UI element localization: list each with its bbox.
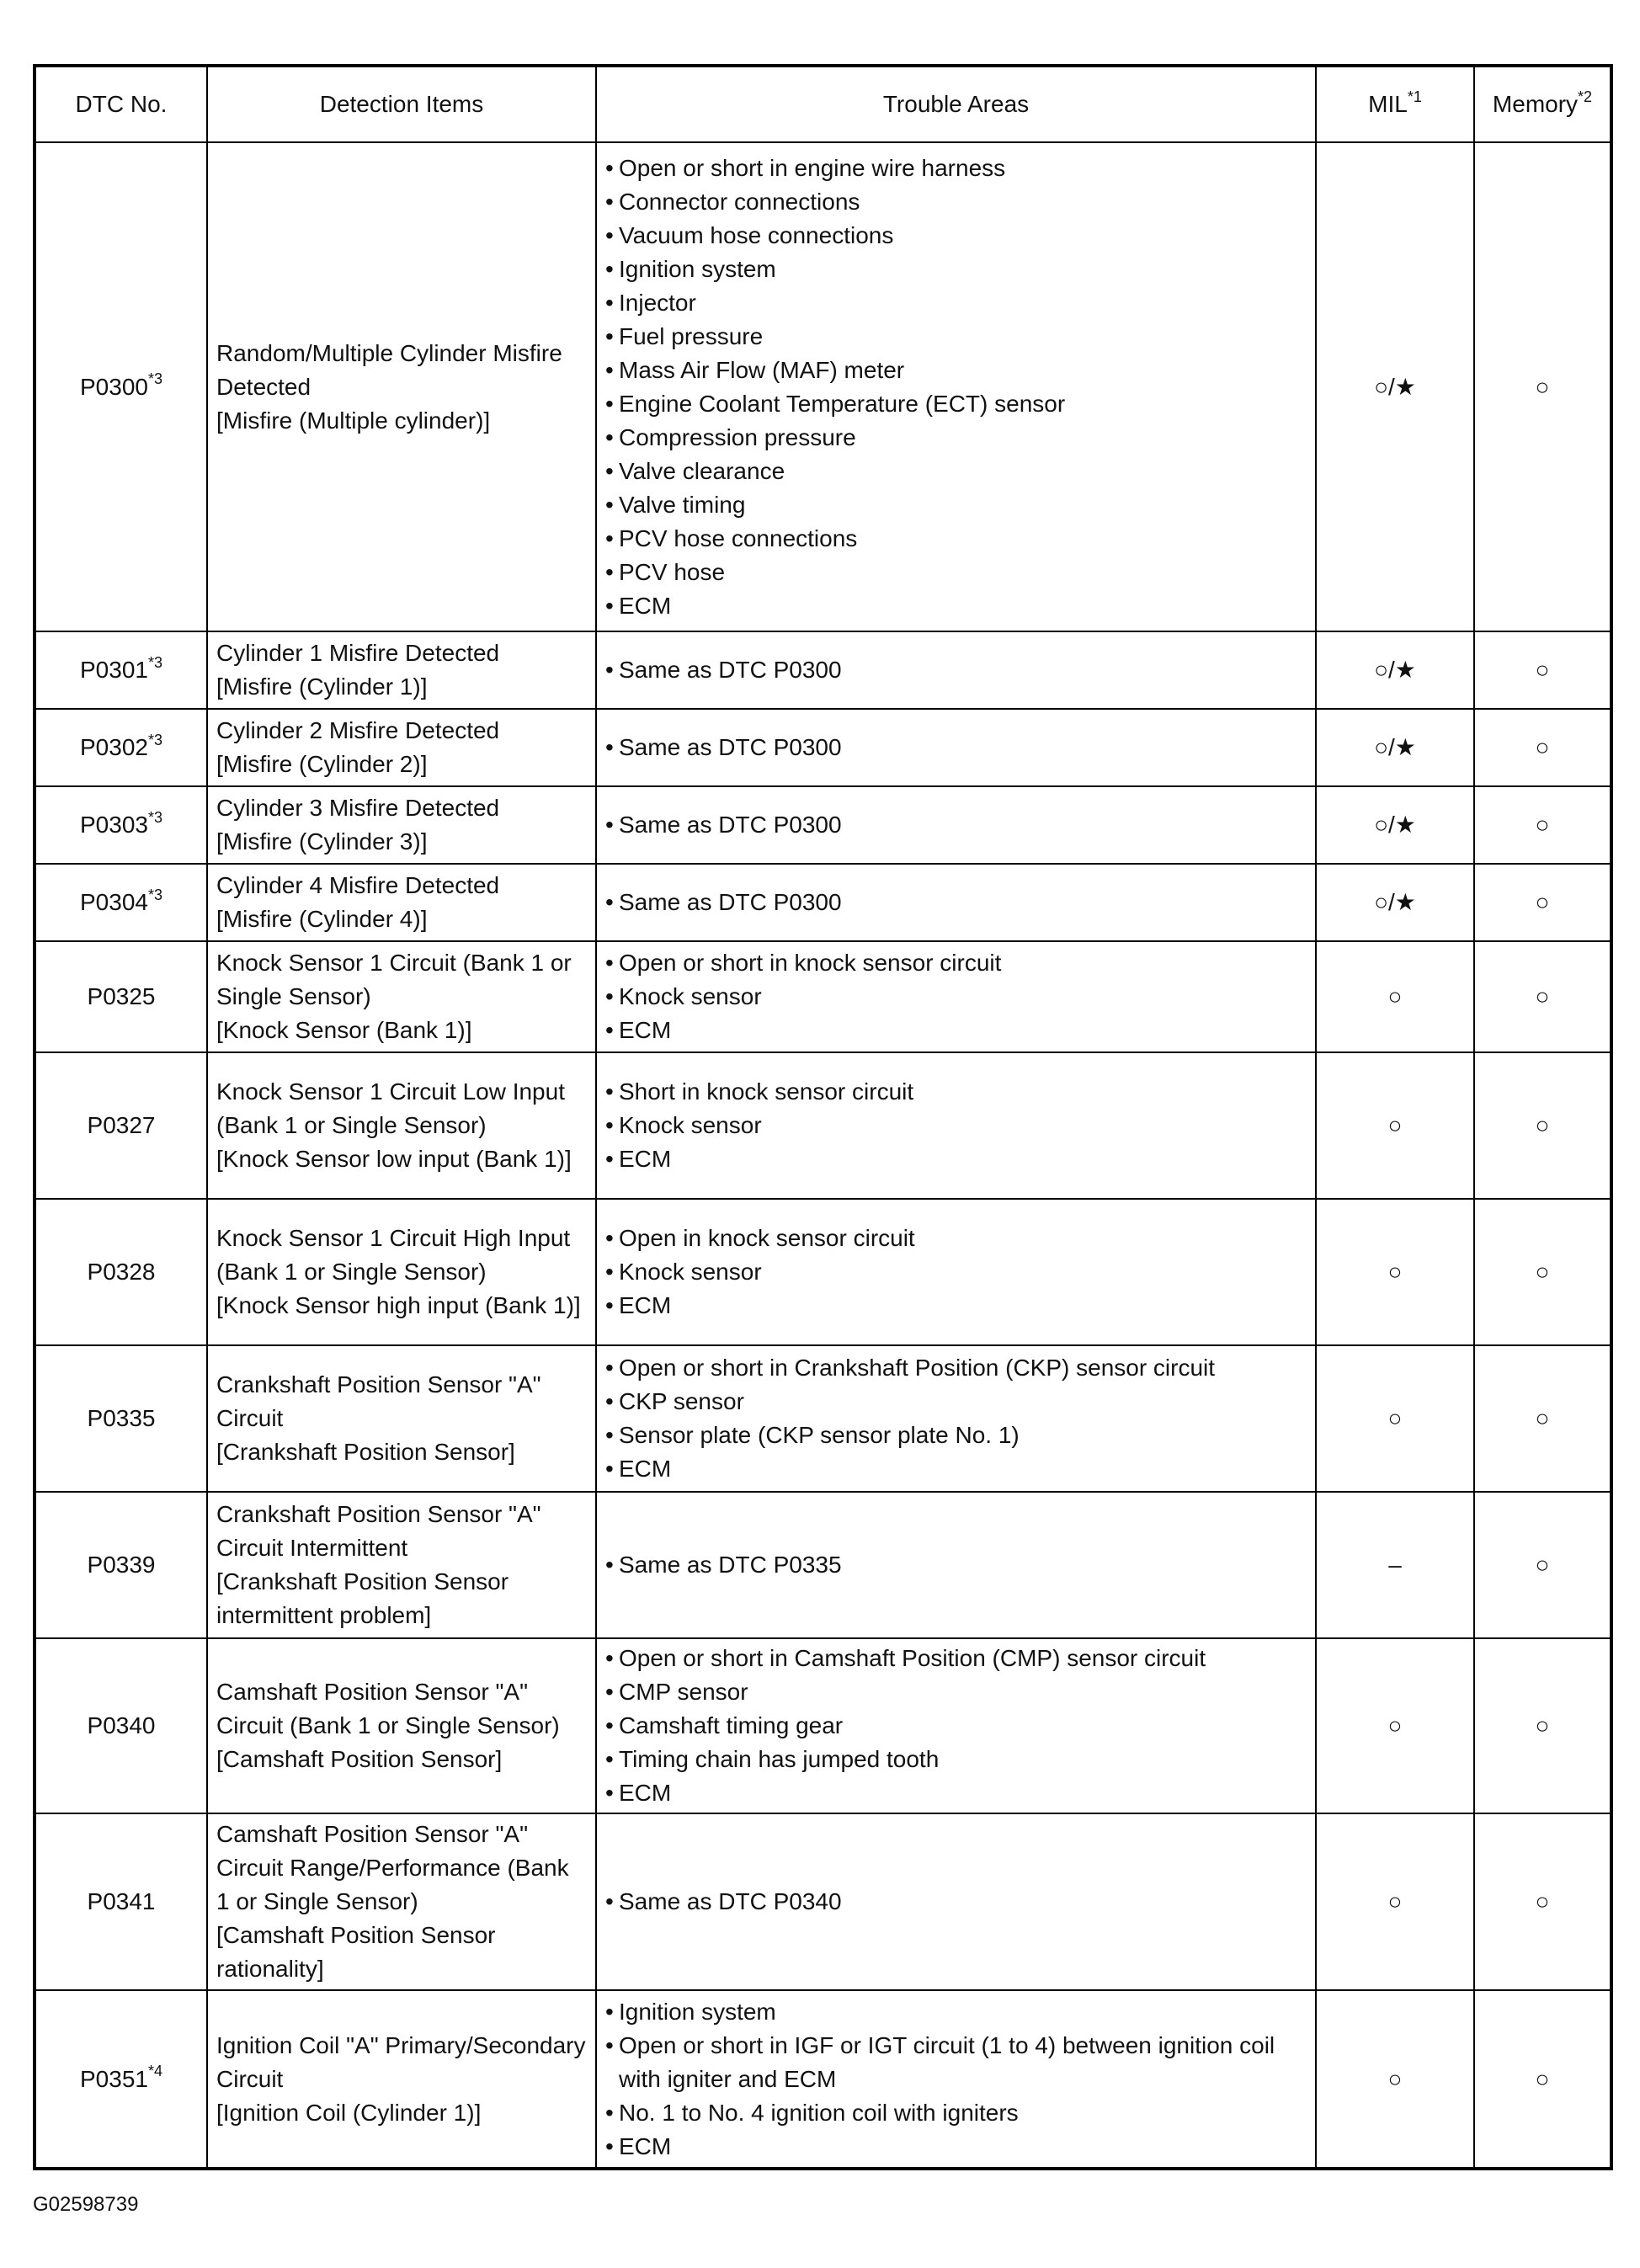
trouble-areas-list [605, 653, 1307, 687]
trouble-area-item: • ECM [605, 2130, 1307, 2164]
trouble-area-item: • ECM [605, 1142, 1307, 1176]
mil-status: ○/★ [1374, 373, 1416, 400]
detection-item-cell [207, 1199, 596, 1345]
dtc-code-cell [35, 142, 207, 631]
trouble-area-item: • Valve clearance [605, 455, 1307, 488]
dtc-code: P0302 [80, 734, 148, 760]
trouble-areas-cell [596, 1813, 1316, 1990]
figure-id: G02598739 [33, 2193, 139, 2216]
table-row [35, 1199, 1611, 1345]
dtc-code: P0335 [87, 1405, 156, 1431]
dtc-code-cell [35, 864, 207, 941]
dtc-code: P0325 [87, 983, 156, 1009]
trouble-areas-list [605, 1351, 1307, 1486]
trouble-areas-cell [596, 631, 1316, 709]
dtc-code-cell [35, 1990, 207, 2169]
trouble-area-item: • Open or short in Crankshaft Position (CKP) sensor circuit [605, 1351, 1307, 1385]
memory-cell [1474, 1638, 1611, 1813]
detection-item-cell [207, 864, 596, 941]
memory-status: ○ [1535, 889, 1550, 915]
memory-status: ○ [1535, 1552, 1550, 1578]
trouble-areas-cell [596, 1990, 1316, 2169]
mil-status: ○/★ [1374, 889, 1416, 915]
mil-cell [1316, 1345, 1474, 1492]
memory-status: ○ [1535, 1259, 1550, 1285]
detection-item-text: Cylinder 1 Misfire Detected [Misfire (Cylinder 1)] [216, 640, 500, 700]
table-row [35, 864, 1611, 941]
dtc-code-cell [35, 1638, 207, 1813]
memory-footnote-marker: *2 [1578, 88, 1593, 105]
memory-cell [1474, 786, 1611, 864]
header-memory: Memory$^{*2}$ [1474, 66, 1611, 142]
trouble-areas-list [605, 946, 1307, 1047]
mil-status: ○ [1387, 1712, 1403, 1738]
trouble-areas-cell [596, 1638, 1316, 1813]
mil-status: ○ [1387, 983, 1403, 1009]
trouble-area-item: • Ignition system [605, 1995, 1307, 2029]
detection-item-text: Knock Sensor 1 Circuit Low Input (Bank 1 or Single Sensor) [Knock Sensor low input (Bank 1)] [216, 1078, 572, 1172]
memory-cell [1474, 1813, 1611, 1990]
header-mil: MIL$^{*1}$ [1316, 66, 1474, 142]
mil-status: ○ [1387, 1112, 1403, 1138]
mil-status: ○/★ [1374, 734, 1416, 760]
trouble-areas-list [605, 1548, 1307, 1582]
memory-status: ○ [1535, 2065, 1550, 2092]
mil-cell [1316, 864, 1474, 941]
trouble-area-item: • Knock sensor [605, 1255, 1307, 1289]
trouble-area-item: • Vacuum hose connections [605, 219, 1307, 253]
table-row [35, 941, 1611, 1052]
memory-status: ○ [1535, 1712, 1550, 1738]
trouble-areas-list [605, 1885, 1307, 1919]
table-row [35, 1345, 1611, 1492]
table-row [35, 631, 1611, 709]
memory-cell [1474, 864, 1611, 941]
detection-item-text: Cylinder 2 Misfire Detected [Misfire (Cylinder 2)] [216, 717, 500, 777]
detection-item-cell [207, 709, 596, 786]
memory-cell [1474, 142, 1611, 631]
detection-item-text: Camshaft Position Sensor "A" Circuit Range/Performance (Bank 1 or Single Sensor) [Camshaft Position Sensor rationality] [216, 1821, 569, 1982]
mil-status: – [1388, 1552, 1402, 1578]
dtc-code-cell [35, 786, 207, 864]
dtc-code: P0341 [87, 1888, 156, 1914]
detection-item-cell [207, 142, 596, 631]
mil-cell [1316, 1492, 1474, 1638]
trouble-area-item: • Compression pressure [605, 421, 1307, 455]
table-row [35, 1813, 1611, 1990]
memory-cell [1474, 1345, 1611, 1492]
detection-item-text: Cylinder 4 Misfire Detected [Misfire (Cylinder 4)] [216, 872, 500, 932]
detection-item-cell [207, 1492, 596, 1638]
dtc-code: P0328 [87, 1259, 156, 1285]
table-row [35, 1492, 1611, 1638]
trouble-area-item: • Knock sensor [605, 980, 1307, 1014]
trouble-area-item: • Valve timing [605, 488, 1307, 522]
dtc-code-cell [35, 941, 207, 1052]
table-body [35, 142, 1611, 2169]
dtc-code: P0300 [80, 373, 148, 400]
table-row [35, 142, 1611, 631]
memory-cell [1474, 941, 1611, 1052]
mil-cell [1316, 1990, 1474, 2169]
trouble-areas-cell [596, 941, 1316, 1052]
detection-item-cell [207, 786, 596, 864]
mil-status: ○ [1387, 2065, 1403, 2092]
detection-item-cell [207, 941, 596, 1052]
memory-cell [1474, 1199, 1611, 1345]
trouble-areas-cell [596, 1492, 1316, 1638]
trouble-areas-cell [596, 864, 1316, 941]
memory-cell [1474, 631, 1611, 709]
mil-footnote-marker: *1 [1407, 88, 1422, 105]
mil-status: ○ [1387, 1405, 1403, 1431]
header-row [35, 66, 1611, 142]
dtc-code: P0303 [80, 812, 148, 838]
header-detection-items: Detection Items [207, 66, 596, 142]
trouble-area-item: • Open or short in Camshaft Position (CMP) sensor circuit [605, 1642, 1307, 1675]
trouble-area-item: • ECM [605, 589, 1307, 623]
trouble-areas-list [605, 808, 1307, 842]
dtc-footnote-marker: *4 [147, 2063, 162, 2080]
trouble-area-item: • CKP sensor [605, 1385, 1307, 1419]
trouble-area-item: • CMP sensor [605, 1675, 1307, 1709]
trouble-area-item: • Ignition system [605, 253, 1307, 286]
mil-status: ○ [1387, 1888, 1403, 1914]
memory-status: ○ [1535, 657, 1550, 683]
table-row [35, 1052, 1611, 1199]
trouble-area-item: • Knock sensor [605, 1109, 1307, 1142]
memory-status: ○ [1535, 812, 1550, 838]
table-row [35, 709, 1611, 786]
detection-item-cell [207, 631, 596, 709]
mil-cell [1316, 1199, 1474, 1345]
detection-item-text: Random/Multiple Cylinder Misfire Detected [Misfire (Multiple cylinder)] [216, 339, 562, 434]
mil-cell [1316, 786, 1474, 864]
dtc-code-cell [35, 1813, 207, 1990]
trouble-area-item: • No. 1 to No. 4 ignition coil with igniters [605, 2096, 1307, 2130]
mil-cell [1316, 1638, 1474, 1813]
header-dtc-no: DTC No. [35, 66, 207, 142]
memory-cell [1474, 1052, 1611, 1199]
dtc-code-cell [35, 1492, 207, 1638]
trouble-areas-cell [596, 1199, 1316, 1345]
table-header [35, 66, 1611, 142]
memory-status: ○ [1535, 1888, 1550, 1914]
trouble-areas-list [605, 1222, 1307, 1323]
mil-status: ○/★ [1374, 657, 1416, 683]
table-row [35, 786, 1611, 864]
dtc-footnote-marker: *3 [147, 731, 162, 748]
memory-status: ○ [1535, 1112, 1550, 1138]
detection-item-text: Camshaft Position Sensor "A" Circuit (Bank 1 or Single Sensor) [Camshaft Position Sensor] [216, 1679, 560, 1772]
detection-item-text: Knock Sensor 1 Circuit (Bank 1 or Single Sensor) [Knock Sensor (Bank 1)] [216, 950, 572, 1043]
trouble-area-item: • Engine Coolant Temperature (ECT) sensor [605, 387, 1307, 421]
detection-item-text: Crankshaft Position Sensor "A" Circuit Intermittent [Crankshaft Position Sensor intermittent problem] [216, 1501, 541, 1628]
trouble-area-item: • Timing chain has jumped tooth [605, 1743, 1307, 1776]
trouble-areas-list [605, 731, 1307, 764]
mil-cell [1316, 1813, 1474, 1990]
dtc-code-cell [35, 1345, 207, 1492]
dtc-code: P0304 [80, 889, 148, 915]
detection-item-cell [207, 1345, 596, 1492]
dtc-code: P0351 [80, 2065, 148, 2092]
detection-item-cell [207, 1052, 596, 1199]
trouble-area-item: • Same as DTC P0340 [605, 1885, 1307, 1919]
mil-cell [1316, 941, 1474, 1052]
mil-status: ○ [1387, 1259, 1403, 1285]
dtc-code-cell [35, 1199, 207, 1345]
memory-cell [1474, 1990, 1611, 2169]
detection-item-cell [207, 1638, 596, 1813]
dtc-code-cell [35, 1052, 207, 1199]
trouble-area-item: • Same as DTC P0300 [605, 653, 1307, 687]
header-trouble-areas: Trouble Areas [596, 66, 1316, 142]
detection-item-text: Ignition Coil "A" Primary/Secondary Circuit [Ignition Coil (Cylinder 1)] [216, 2031, 586, 2126]
trouble-areas-cell [596, 1345, 1316, 1492]
dtc-footnote-marker: *3 [147, 370, 162, 388]
trouble-area-item: • Same as DTC P0300 [605, 731, 1307, 764]
trouble-areas-list [605, 886, 1307, 919]
trouble-area-item: • ECM [605, 1776, 1307, 1810]
table-row [35, 1638, 1611, 1813]
detection-item-text: Cylinder 3 Misfire Detected [Misfire (Cylinder 3)] [216, 795, 500, 854]
trouble-area-item: • Same as DTC P0335 [605, 1548, 1307, 1582]
table-row [35, 1990, 1611, 2169]
dtc-code: P0340 [87, 1712, 156, 1738]
dtc-code-cell [35, 631, 207, 709]
dtc-code: P0339 [87, 1552, 156, 1578]
detection-item-text: Crankshaft Position Sensor "A" Circuit [Crankshaft Position Sensor] [216, 1371, 541, 1465]
dtc-footnote-marker: *3 [147, 808, 162, 826]
mil-cell [1316, 709, 1474, 786]
mil-cell [1316, 142, 1474, 631]
trouble-area-item: • PCV hose [605, 556, 1307, 589]
trouble-area-item: • Short in knock sensor circuit [605, 1075, 1307, 1109]
dtc-code: P0327 [87, 1112, 156, 1138]
mil-cell [1316, 1052, 1474, 1199]
trouble-areas-list [605, 1642, 1307, 1810]
detection-item-cell [207, 1990, 596, 2169]
memory-status: ○ [1535, 734, 1550, 760]
trouble-areas-list [605, 152, 1307, 623]
trouble-area-item: • Same as DTC P0300 [605, 808, 1307, 842]
memory-status: ○ [1535, 373, 1550, 400]
detection-item-cell [207, 1813, 596, 1990]
trouble-area-item: • ECM [605, 1289, 1307, 1323]
mil-cell [1316, 631, 1474, 709]
trouble-area-item: • Same as DTC P0300 [605, 886, 1307, 919]
trouble-area-item: • Injector [605, 286, 1307, 320]
trouble-areas-list [605, 1075, 1307, 1176]
dtc-footnote-marker: *3 [147, 886, 162, 903]
dtc-code-cell [35, 709, 207, 786]
trouble-area-item: • Open or short in knock sensor circuit [605, 946, 1307, 980]
trouble-area-item: • Open in knock sensor circuit [605, 1222, 1307, 1255]
trouble-areas-cell [596, 709, 1316, 786]
trouble-area-item: • Camshaft timing gear [605, 1709, 1307, 1743]
mil-status: ○/★ [1374, 812, 1416, 838]
trouble-areas-cell [596, 1052, 1316, 1199]
memory-status: ○ [1535, 983, 1550, 1009]
detection-item-text: Knock Sensor 1 Circuit High Input (Bank 1 or Single Sensor) [Knock Sensor high input (Bank 1)] [216, 1225, 581, 1318]
trouble-area-item: • ECM [605, 1014, 1307, 1047]
memory-cell [1474, 1492, 1611, 1638]
trouble-area-item: • Connector connections [605, 185, 1307, 219]
trouble-area-item: • Mass Air Flow (MAF) meter [605, 354, 1307, 387]
memory-status: ○ [1535, 1405, 1550, 1431]
trouble-areas-cell [596, 786, 1316, 864]
trouble-area-item: • Open or short in IGF or IGT circuit (1 to 4) between ignition coil with igniter and ECM [605, 2029, 1307, 2096]
trouble-areas-list [605, 1995, 1307, 2164]
trouble-area-item: • Open or short in engine wire harness [605, 152, 1307, 185]
memory-cell [1474, 709, 1611, 786]
trouble-area-item: • Sensor plate (CKP sensor plate No. 1) [605, 1419, 1307, 1452]
dtc-table [33, 64, 1613, 2170]
trouble-area-item: • PCV hose connections [605, 522, 1307, 556]
dtc-footnote-marker: *3 [147, 653, 162, 671]
trouble-area-item: • ECM [605, 1452, 1307, 1486]
dtc-code: P0301 [80, 657, 148, 683]
trouble-areas-cell [596, 142, 1316, 631]
trouble-area-item: • Fuel pressure [605, 320, 1307, 354]
